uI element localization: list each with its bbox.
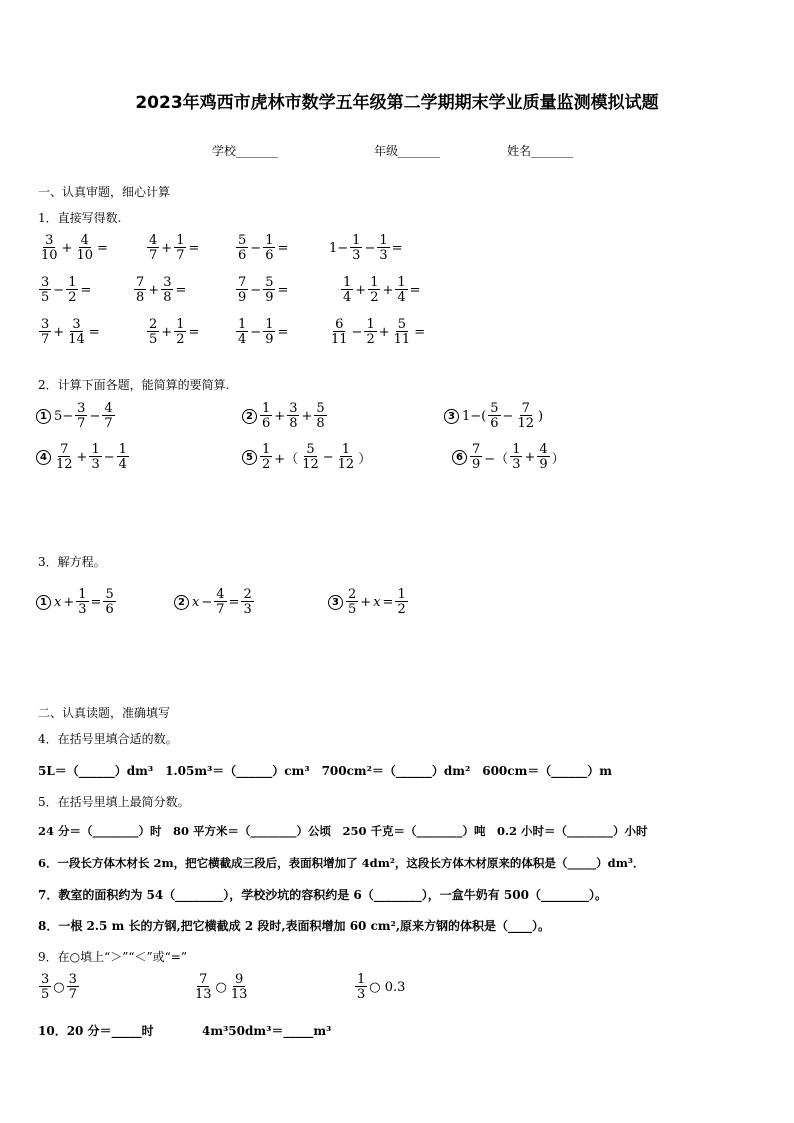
fraction [67, 973, 79, 1001]
denominator: 3 [357, 987, 366, 1002]
denominator: 7 [216, 602, 225, 617]
item-number: 2 [242, 409, 257, 424]
operator: = [188, 324, 200, 340]
operator: = [409, 282, 421, 298]
denominator: 8 [289, 416, 298, 431]
denominator: 3 [91, 457, 100, 472]
numerator: 2 [243, 587, 252, 602]
denominator: 8 [163, 290, 172, 305]
operator: − [103, 449, 115, 465]
denominator: 2 [370, 290, 379, 305]
operator: −（ [484, 451, 509, 467]
denominator: 10 [76, 248, 93, 263]
fraction [117, 443, 129, 471]
operator: = [80, 282, 92, 298]
operator: ○ [215, 979, 227, 995]
numerator: 1 [352, 233, 361, 248]
simplify-item [242, 443, 372, 471]
fraction [263, 276, 275, 304]
numerator: 3 [68, 972, 77, 987]
question-1-label: 1．直接写得数. [38, 211, 122, 225]
simplify-item [36, 443, 130, 471]
operator: ) [537, 408, 544, 424]
operator: 1−( [462, 408, 487, 424]
question-7: 7．教室的面积约为 54（________），学校沙坑的容积约是 6（________），一盒牛奶有 500（________）。 [38, 888, 607, 902]
numerator: 1 [341, 442, 351, 457]
numerator: 4 [149, 233, 158, 248]
fraction [314, 402, 326, 430]
item-number: 2 [174, 595, 189, 610]
denominator: 9 [265, 290, 274, 305]
operator: ○ 0.3 [369, 979, 406, 995]
operator: = [175, 282, 187, 298]
numerator: 1 [265, 317, 274, 332]
operator: = [414, 324, 426, 340]
denominator: 6 [105, 602, 114, 617]
fraction [174, 318, 186, 346]
calc-item [235, 234, 289, 262]
operator: − [250, 282, 262, 298]
fraction [161, 276, 173, 304]
denominator: 7 [41, 332, 50, 347]
fraction [377, 234, 389, 262]
numerator: 4 [539, 442, 548, 457]
operator: = [277, 282, 289, 298]
operator: + [61, 240, 73, 256]
operator: = [97, 240, 108, 256]
numerator: 4 [104, 401, 113, 416]
fraction [263, 234, 275, 262]
denominator: 13 [230, 987, 248, 1002]
fraction [355, 973, 367, 1001]
operator: = [391, 240, 403, 256]
numerator: 7 [521, 401, 530, 416]
fraction [74, 234, 95, 262]
numerator: 3 [41, 317, 50, 332]
operator: = [277, 324, 289, 340]
denominator: 8 [136, 290, 145, 305]
fraction [241, 588, 253, 616]
numerator: 5 [490, 401, 499, 416]
fraction [392, 318, 413, 346]
item-number: 5 [242, 450, 257, 465]
calc-item [38, 276, 92, 304]
denominator: 6 [265, 248, 274, 263]
fraction [236, 234, 248, 262]
numerator: 7 [472, 442, 481, 457]
fraction [75, 402, 87, 430]
operator: + [148, 282, 160, 298]
denominator: 14 [68, 332, 85, 347]
denominator: 3 [78, 602, 87, 617]
question-10-part-2: 4m³50dm³＝_____m³ [202, 1024, 332, 1038]
simplify-item [444, 402, 544, 430]
question-4-line: 5L＝（______）dm³ 1.05m³＝（______）cm³ 700cm²＝（______）dm² 600cm＝（______）m [38, 764, 612, 778]
question-8: 8．一根 2.5 m 长的方钢,把它横截成 2 段时,表面积增加 60 cm²,原来方钢的体积是（____）。 [38, 919, 551, 933]
denominator: 13 [195, 987, 212, 1002]
operator: = [88, 324, 100, 340]
school-blank: _______ [236, 144, 279, 158]
denominator: 10 [41, 248, 58, 263]
fraction [395, 588, 407, 616]
operator: = [382, 594, 394, 610]
question-3-label: 3．解方程。 [38, 555, 106, 569]
denominator: 12 [56, 457, 73, 472]
calc-item [146, 234, 200, 262]
fraction [89, 443, 101, 471]
denominator: 7 [77, 416, 86, 431]
calc-item [235, 318, 289, 346]
compare-item [192, 973, 250, 1001]
numerator: 3 [41, 275, 50, 290]
equation-item [174, 588, 255, 616]
calc-item [133, 276, 187, 304]
numerator: 4 [80, 233, 89, 248]
calc-item [38, 234, 109, 262]
item-number: 6 [452, 450, 467, 465]
compare-item [354, 973, 406, 1001]
name-field[interactable] [507, 142, 573, 159]
denominator: 5 [149, 332, 158, 347]
numerator: 1 [176, 317, 185, 332]
denominator: 7 [104, 416, 113, 431]
item-number: 3 [444, 409, 459, 424]
variable: x [192, 594, 200, 610]
denominator: 6 [238, 248, 247, 263]
numerator: 3 [289, 401, 298, 416]
simplify-item [452, 443, 566, 471]
numerator: 1 [78, 587, 87, 602]
fraction [39, 318, 51, 346]
fraction [66, 276, 78, 304]
fraction [260, 443, 272, 471]
fraction [260, 402, 272, 430]
question-9-label: 9．在○填上“＞”“＜”或“=” [38, 950, 187, 964]
item-number: 1 [36, 409, 51, 424]
fraction [510, 443, 522, 471]
operator: = [188, 240, 200, 256]
denominator: 11 [393, 332, 411, 347]
section-2-heading: 二、认真读题，准确填写 [38, 706, 171, 720]
fraction [364, 318, 376, 346]
operator: 5− [54, 408, 74, 424]
numerator: 1 [176, 233, 185, 248]
denominator: 12 [302, 457, 319, 472]
calc-item [38, 318, 101, 346]
denominator: 6 [262, 416, 271, 431]
fraction [470, 443, 482, 471]
numerator: 5 [397, 317, 407, 332]
denominator: 7 [149, 248, 158, 263]
operator: = [277, 240, 289, 256]
fraction [147, 234, 159, 262]
school-field[interactable] [212, 142, 278, 159]
numerator: 1 [379, 233, 388, 248]
operator: ） [551, 451, 565, 467]
denominator: 9 [238, 290, 247, 305]
fraction [515, 402, 536, 430]
denominator: 6 [490, 416, 499, 431]
fraction [102, 402, 114, 430]
numerator: 5 [105, 587, 114, 602]
fraction [134, 276, 146, 304]
numerator: 4 [216, 587, 225, 602]
denominator: 12 [337, 457, 355, 472]
operator: + [53, 324, 65, 340]
operator: ） [358, 451, 372, 467]
numerator: 5 [306, 442, 315, 457]
numerator: 1 [397, 275, 406, 290]
numerator: 9 [235, 972, 244, 987]
denominator: 2 [397, 602, 406, 617]
variable: x [373, 594, 381, 610]
fraction [236, 276, 248, 304]
grade-blank: _______ [398, 144, 441, 158]
operator: = [90, 594, 102, 610]
calc-item [340, 276, 422, 304]
denominator: 3 [243, 602, 252, 617]
operator: + [161, 240, 173, 256]
denominator: 3 [379, 248, 388, 263]
denominator: 7 [68, 987, 77, 1002]
compare-item [38, 973, 80, 1001]
numerator: 1 [265, 233, 274, 248]
denominator: 4 [238, 332, 247, 347]
denominator: 12 [517, 416, 534, 431]
equation-item [36, 588, 117, 616]
operator: +（ [274, 451, 299, 467]
numerator: 1 [91, 442, 100, 457]
fraction [488, 402, 500, 430]
operator: + [524, 449, 536, 465]
denominator: 5 [41, 290, 50, 305]
numerator: 1 [238, 317, 247, 332]
item-number: 4 [36, 450, 51, 465]
denominator: 4 [397, 290, 406, 305]
numerator: 3 [41, 972, 50, 987]
fraction [300, 443, 321, 471]
numerator: 7 [199, 972, 208, 987]
operator: + [161, 324, 173, 340]
numerator: 1 [262, 442, 271, 457]
numerator: 1 [262, 401, 271, 416]
numerator: 3 [163, 275, 172, 290]
fraction [39, 276, 51, 304]
fraction [236, 318, 248, 346]
numerator: 1 [118, 442, 127, 457]
operator: + [360, 594, 372, 610]
denominator: 9 [265, 332, 274, 347]
numerator: 7 [136, 275, 145, 290]
fraction [76, 588, 88, 616]
operator: − [89, 408, 101, 424]
calc-item [328, 234, 404, 262]
operator: + [382, 282, 394, 298]
numerator: 7 [60, 442, 69, 457]
name-label: 姓名 [507, 144, 532, 158]
question-6: 6．一段长方体木材长 2m，把它横截成三段后，表面积增加了 4dm²，这段长方体木材原来的体积是（_____）dm³． [38, 856, 645, 870]
numerator: 3 [45, 233, 54, 248]
operator: − [250, 324, 262, 340]
denominator: 9 [539, 457, 548, 472]
denominator: 9 [472, 457, 481, 472]
fraction [329, 318, 350, 346]
denominator: 5 [348, 602, 357, 617]
numerator: 1 [370, 275, 379, 290]
fraction [66, 318, 87, 346]
item-number: 3 [328, 595, 343, 610]
numerator: 1 [68, 275, 77, 290]
operator: = [228, 594, 240, 610]
fraction [350, 234, 362, 262]
fraction [214, 588, 226, 616]
section-1-heading: 一、认真审题，细心计算 [38, 185, 171, 199]
numerator: 2 [348, 587, 357, 602]
fraction [174, 234, 186, 262]
operator: + [301, 408, 313, 424]
question-5-line: 24 分＝（________）时 80 平方米＝（________）公顷 250 千克＝（________）吨 0.2 小时＝（________）小时 [38, 824, 648, 838]
numerator: 5 [316, 401, 325, 416]
numerator: 3 [77, 401, 86, 416]
operator: + [378, 324, 390, 340]
denominator: 2 [262, 457, 271, 472]
question-5-label: 5．在括号里填上最简分数。 [38, 795, 190, 809]
item-number: 1 [36, 595, 51, 610]
fraction [336, 443, 357, 471]
denominator: 3 [512, 457, 521, 472]
denominator: 5 [41, 987, 50, 1002]
denominator: 8 [316, 416, 325, 431]
numerator: 6 [335, 317, 344, 332]
numerator: 5 [238, 233, 247, 248]
numerator: 1 [366, 317, 375, 332]
calc-item [146, 318, 200, 346]
question-10-part-1: 10．20 分＝_____时 [38, 1024, 154, 1038]
grade-field[interactable] [374, 142, 440, 159]
fraction [287, 402, 299, 430]
name-blank: _______ [531, 144, 574, 158]
simplify-item [36, 402, 116, 430]
fraction [263, 318, 275, 346]
equation-item [328, 588, 409, 616]
variable: x [54, 594, 62, 610]
fraction [341, 276, 353, 304]
denominator: 7 [176, 248, 185, 263]
operator: − [364, 240, 376, 256]
simplify-item [242, 402, 328, 430]
operator: 1− [329, 240, 349, 256]
question-4-label: 4．在括号里填合适的数。 [38, 732, 178, 746]
denominator: 11 [331, 332, 348, 347]
fraction [54, 443, 75, 471]
operator: − [53, 282, 65, 298]
fraction [193, 973, 214, 1001]
numerator: 7 [238, 275, 247, 290]
denominator: 4 [343, 290, 352, 305]
operator: − [322, 449, 334, 465]
fraction [346, 588, 358, 616]
fraction [39, 973, 51, 1001]
page-title: 2023年鸡西市虎林市数学五年级第二学期期末学业质量监测模拟试题 [135, 93, 659, 113]
denominator: 3 [352, 248, 361, 263]
operator: + [355, 282, 367, 298]
operator: + [76, 449, 88, 465]
fraction [368, 276, 380, 304]
numerator: 1 [343, 275, 352, 290]
numerator: 1 [512, 442, 521, 457]
operator: + [274, 408, 286, 424]
operator: − [201, 594, 213, 610]
operator: + [63, 594, 75, 610]
question-2-label: 2．计算下面各题，能简算的要简算. [38, 378, 230, 392]
operator: − [250, 240, 262, 256]
grade-label: 年级 [374, 144, 399, 158]
operator: − [502, 408, 514, 424]
school-label: 学校 [212, 144, 237, 158]
fraction [147, 318, 159, 346]
denominator: 2 [68, 290, 77, 305]
denominator: 2 [176, 332, 185, 347]
fraction [395, 276, 407, 304]
fraction [39, 234, 60, 262]
denominator: 2 [366, 332, 375, 347]
fraction [229, 973, 250, 1001]
numerator: 2 [149, 317, 158, 332]
calc-item [328, 318, 426, 346]
operator: − [351, 324, 363, 340]
numerator: 5 [265, 275, 274, 290]
fraction [103, 588, 115, 616]
calc-item [235, 276, 289, 304]
operator: ○ [53, 979, 65, 995]
numerator: 1 [397, 587, 406, 602]
numerator: 1 [357, 972, 366, 987]
numerator: 3 [72, 317, 81, 332]
fraction [537, 443, 549, 471]
denominator: 4 [118, 457, 127, 472]
